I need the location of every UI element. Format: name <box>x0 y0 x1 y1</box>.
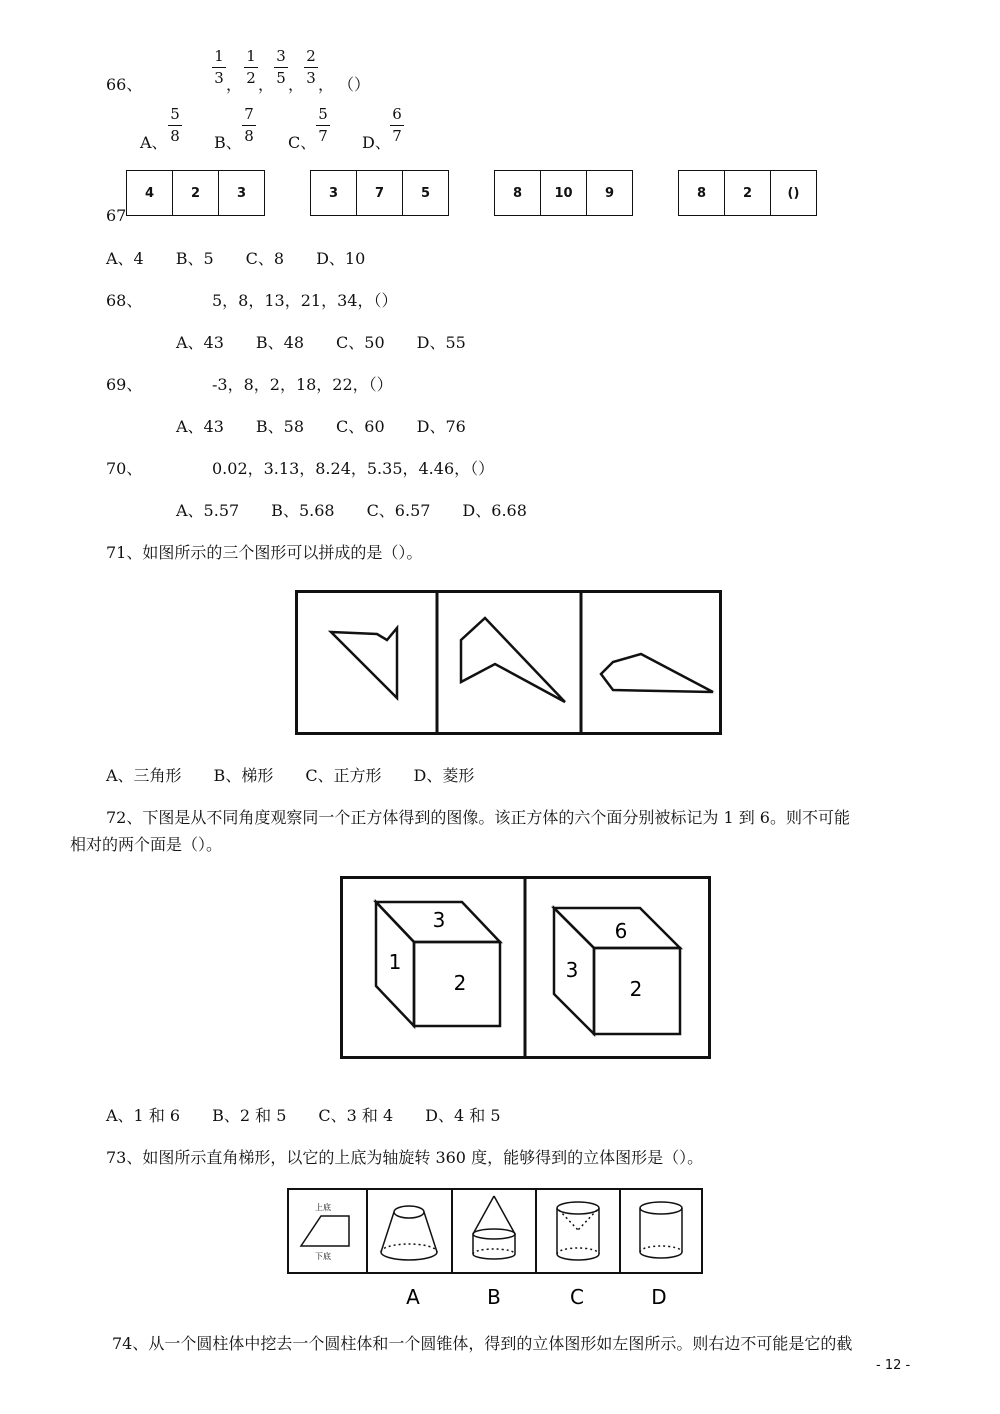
q68-sequence: 5，8，13，21，34，（） <box>212 291 398 310</box>
solid-a-frustum <box>381 1206 437 1260</box>
q74-question: 74、从一个圆柱体中挖去一个圆柱体和一个圆锥体，得到的立体图形如左图所示。则右边不可能是它的截 <box>112 1334 853 1353</box>
grid-cell: 2 <box>173 171 219 215</box>
q73-question: 73、如图所示直角梯形，以它的上底为轴旋转 360 度，能够得到的立体图形是（）。 <box>106 1148 704 1167</box>
q70-sequence: 0.02，3.13，8.24，5.35，4.46，（） <box>212 459 495 478</box>
cube1-top-label: 3 <box>432 908 446 932</box>
choice-label-b: B <box>487 1285 501 1308</box>
grid-cell: 8 <box>495 171 541 215</box>
choice-label-c: C <box>570 1285 584 1308</box>
q66-option-label: A、 <box>140 133 168 152</box>
choice-label-a: A <box>406 1285 420 1308</box>
q66-fraction: 1 3 <box>212 48 226 87</box>
q66-blank: （） <box>338 75 371 94</box>
q67-number-grid <box>494 170 633 216</box>
shape-piece-1 <box>331 628 397 698</box>
q66-option-label: C、 <box>288 133 317 152</box>
q67-number-grid <box>310 170 449 216</box>
solid-c-cylinder-cone <box>557 1202 599 1260</box>
choice-label-d: D <box>651 1285 667 1308</box>
q69-number: 69、 <box>106 375 143 394</box>
q66-separator: ， <box>288 75 305 94</box>
grid-cell: 2 <box>725 171 771 215</box>
bottom-base-label: 下底 <box>315 1252 331 1261</box>
q68-number: 68、 <box>106 291 143 310</box>
cube1-front-label: 2 <box>453 971 467 995</box>
q66-separator: ， <box>318 75 335 94</box>
q72-question-line2: 相对的两个面是（）。 <box>70 835 223 854</box>
q66-option-label: B、 <box>214 133 242 152</box>
q71-options: A、三角形 B、梯形 C、正方形 D、菱形 <box>106 766 475 785</box>
cube2-left-label: 3 <box>565 958 579 982</box>
grid-cell: 9 <box>604 185 615 201</box>
q69-sequence: -3，8，2，18，22，（） <box>212 375 393 394</box>
top-base-label: 上底 <box>315 1203 331 1212</box>
q66-separator: ， <box>258 75 275 94</box>
q70-number: 70、 <box>106 459 143 478</box>
q68-options: A、43 B、48 C、50 D、55 <box>176 333 466 352</box>
q67-number-grid <box>678 170 817 216</box>
cube2-front-label: 2 <box>629 977 643 1001</box>
q66-fraction: 2 3 <box>304 48 318 87</box>
cube1-left-label: 1 <box>388 950 402 974</box>
q66-fraction: 1 2 <box>244 48 258 87</box>
q66-option-fraction: 6 7 <box>390 106 404 145</box>
q66-option-fraction: 5 8 <box>168 106 182 145</box>
q71-question: 71、如图所示的三个图形可以拼成的是（）。 <box>106 543 423 562</box>
grid-cell: 10 <box>541 171 587 215</box>
page-number: - 12 - <box>876 1358 911 1373</box>
grid-cell: 5 <box>420 185 431 201</box>
grid-cell: 8 <box>679 171 725 215</box>
right-trapezoid <box>301 1216 349 1246</box>
shape-piece-3 <box>601 654 713 692</box>
grid-cell: 3 <box>311 171 357 215</box>
q66-option-fraction: 5 7 <box>316 106 330 145</box>
q66-number: 66、 <box>106 75 143 94</box>
q66-separator: ， <box>226 75 243 94</box>
q69-options: A、43 B、58 C、60 D、76 <box>176 417 466 436</box>
q67-number-grid <box>126 170 265 216</box>
solid-b-cone-cylinder <box>473 1196 515 1259</box>
q71-shapes-figure <box>295 590 723 736</box>
q73-solids-figure <box>287 1188 703 1308</box>
q66-fraction: 3 5 <box>274 48 288 87</box>
grid-cell: 3 <box>236 185 247 201</box>
q72-question-line1: 72、下图是从不同角度观察同一个正方体得到的图像。该正方体的六个面分别被标记为 1 到 6。则不可能 <box>106 808 850 827</box>
q72-cubes-figure <box>340 876 712 1060</box>
grid-cell: 7 <box>357 171 403 215</box>
q70-options: A、5.57 B、5.68 C、6.57 D、6.68 <box>176 501 527 520</box>
q72-options: A、1 和 6 B、2 和 5 C、3 和 4 D、4 和 5 <box>106 1106 501 1125</box>
q66-option-fraction: 7 8 <box>242 106 256 145</box>
q66-option-label: D、 <box>362 133 391 152</box>
cube2-top-label: 6 <box>614 919 628 943</box>
grid-cell: 4 <box>127 171 173 215</box>
solid-d-cylinder <box>640 1202 682 1258</box>
shape-piece-2 <box>461 618 565 702</box>
q67-options: A、4 B、5 C、8 D、10 <box>106 249 366 268</box>
q67-number: 67 <box>106 206 127 225</box>
grid-cell: () <box>787 185 800 201</box>
